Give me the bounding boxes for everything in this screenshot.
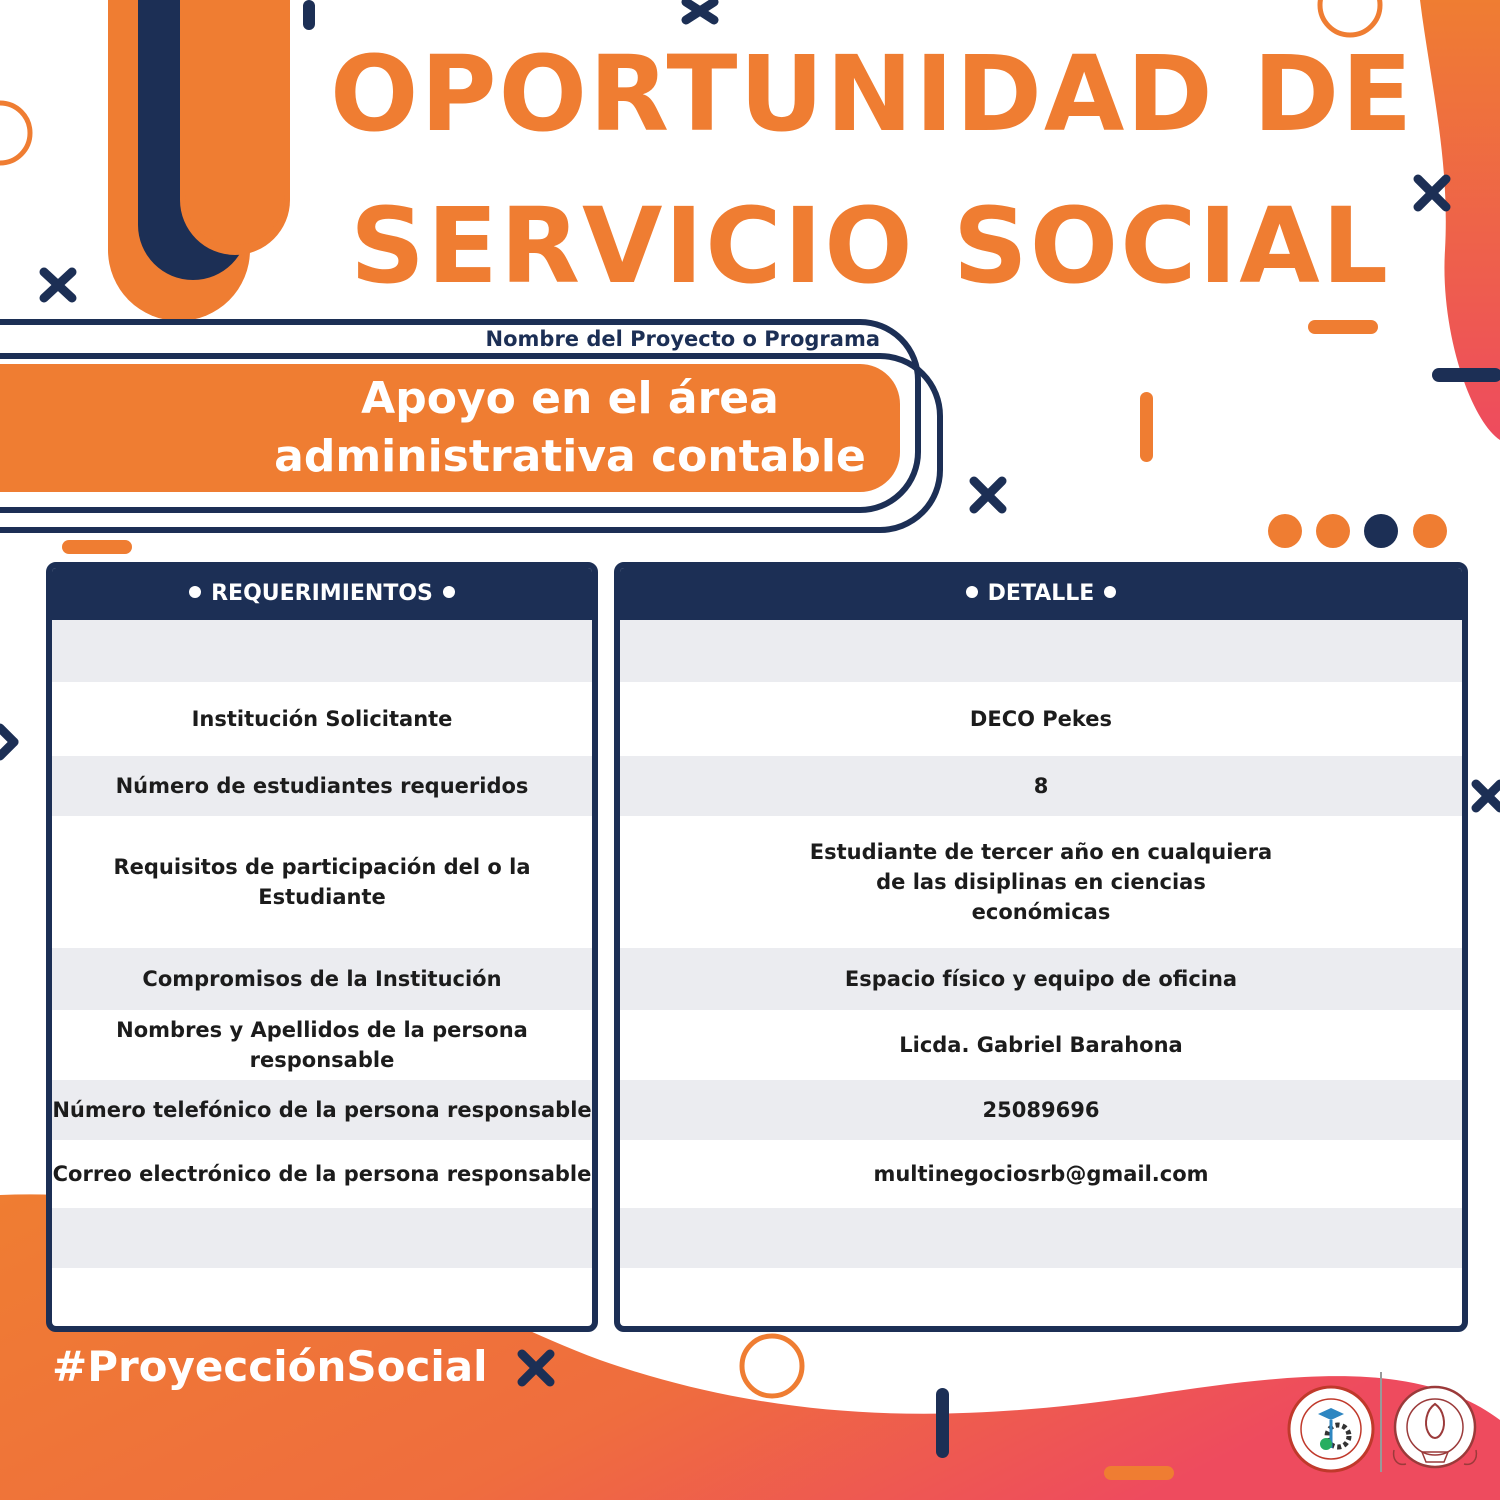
- value-requirements: Estudiante de tercer año en cualquiera de las disiplinas en ciencias económicas: [809, 840, 1273, 924]
- table-row: [52, 1268, 592, 1332]
- label-responsible-name: Nombres y Apellidos de la persona responsable: [116, 1018, 528, 1072]
- label-requirements: Requisitos de participación del o la Estudiante: [113, 855, 531, 909]
- table-row: [52, 816, 592, 948]
- table-row: [620, 816, 1462, 948]
- table-row: [620, 620, 1462, 682]
- page-title-line1: OPORTUNIDAD DE: [330, 33, 1415, 155]
- project-label: Nombre del Proyecto o Programa: [485, 327, 880, 351]
- dot-icon: [1104, 586, 1116, 598]
- detail-heading: [620, 568, 1462, 620]
- faculty-seal-icon: [1286, 1384, 1376, 1474]
- requirements-heading-label: REQUERIMIENTOS: [211, 581, 433, 606]
- table-row: [620, 1080, 1462, 1140]
- detail-heading-label: DETALLE: [987, 581, 1095, 606]
- value-email: multinegociosrb@gmail.com: [873, 1162, 1209, 1186]
- table-row: [52, 1010, 592, 1080]
- table-row: [620, 1140, 1462, 1208]
- project-name-line2: administrativa contable: [274, 431, 866, 482]
- table-row: [52, 1208, 592, 1268]
- table-row: [52, 948, 592, 1010]
- requirements-heading: [52, 568, 592, 620]
- university-seal-icon: [1388, 1380, 1482, 1474]
- table-row: [620, 682, 1462, 756]
- page-title-line2: SERVICIO SOCIAL: [350, 185, 1390, 307]
- table-row: [52, 756, 592, 816]
- hashtag: #ProyecciónSocial: [52, 1342, 488, 1391]
- value-students: 8: [1033, 774, 1049, 798]
- table-row: [52, 682, 592, 756]
- table-row: [620, 756, 1462, 816]
- logo-divider: [1380, 1372, 1382, 1472]
- dot-icon: [189, 586, 201, 598]
- project-name: [230, 370, 910, 486]
- label-phone: Número telefónico de la persona responsable: [52, 1098, 592, 1122]
- dot-icon: [966, 586, 978, 598]
- requirements-panel: [46, 562, 598, 1332]
- table-row: [620, 948, 1462, 1010]
- label-institution: Institución Solicitante: [191, 707, 453, 731]
- value-phone: 25089696: [982, 1098, 1100, 1122]
- table-row: [52, 1080, 592, 1140]
- label-email: Correo electrónico de la persona responsable: [52, 1162, 592, 1186]
- table-row: [620, 1208, 1462, 1268]
- table-row: [620, 1268, 1462, 1332]
- value-responsible-name: Licda. Gabriel Barahona: [899, 1033, 1183, 1057]
- detail-panel: [614, 562, 1468, 1332]
- label-students: Número de estudiantes requeridos: [115, 774, 529, 798]
- value-commitments: Espacio físico y equipo de oficina: [844, 967, 1238, 991]
- dot-icon: [443, 586, 455, 598]
- table-row: [52, 1140, 592, 1208]
- table-row: [52, 620, 592, 682]
- project-name-line1: Apoyo en el área: [361, 373, 779, 424]
- value-institution: DECO Pekes: [969, 707, 1113, 731]
- label-commitments: Compromisos de la Institución: [142, 967, 502, 991]
- table-row: [620, 1010, 1462, 1080]
